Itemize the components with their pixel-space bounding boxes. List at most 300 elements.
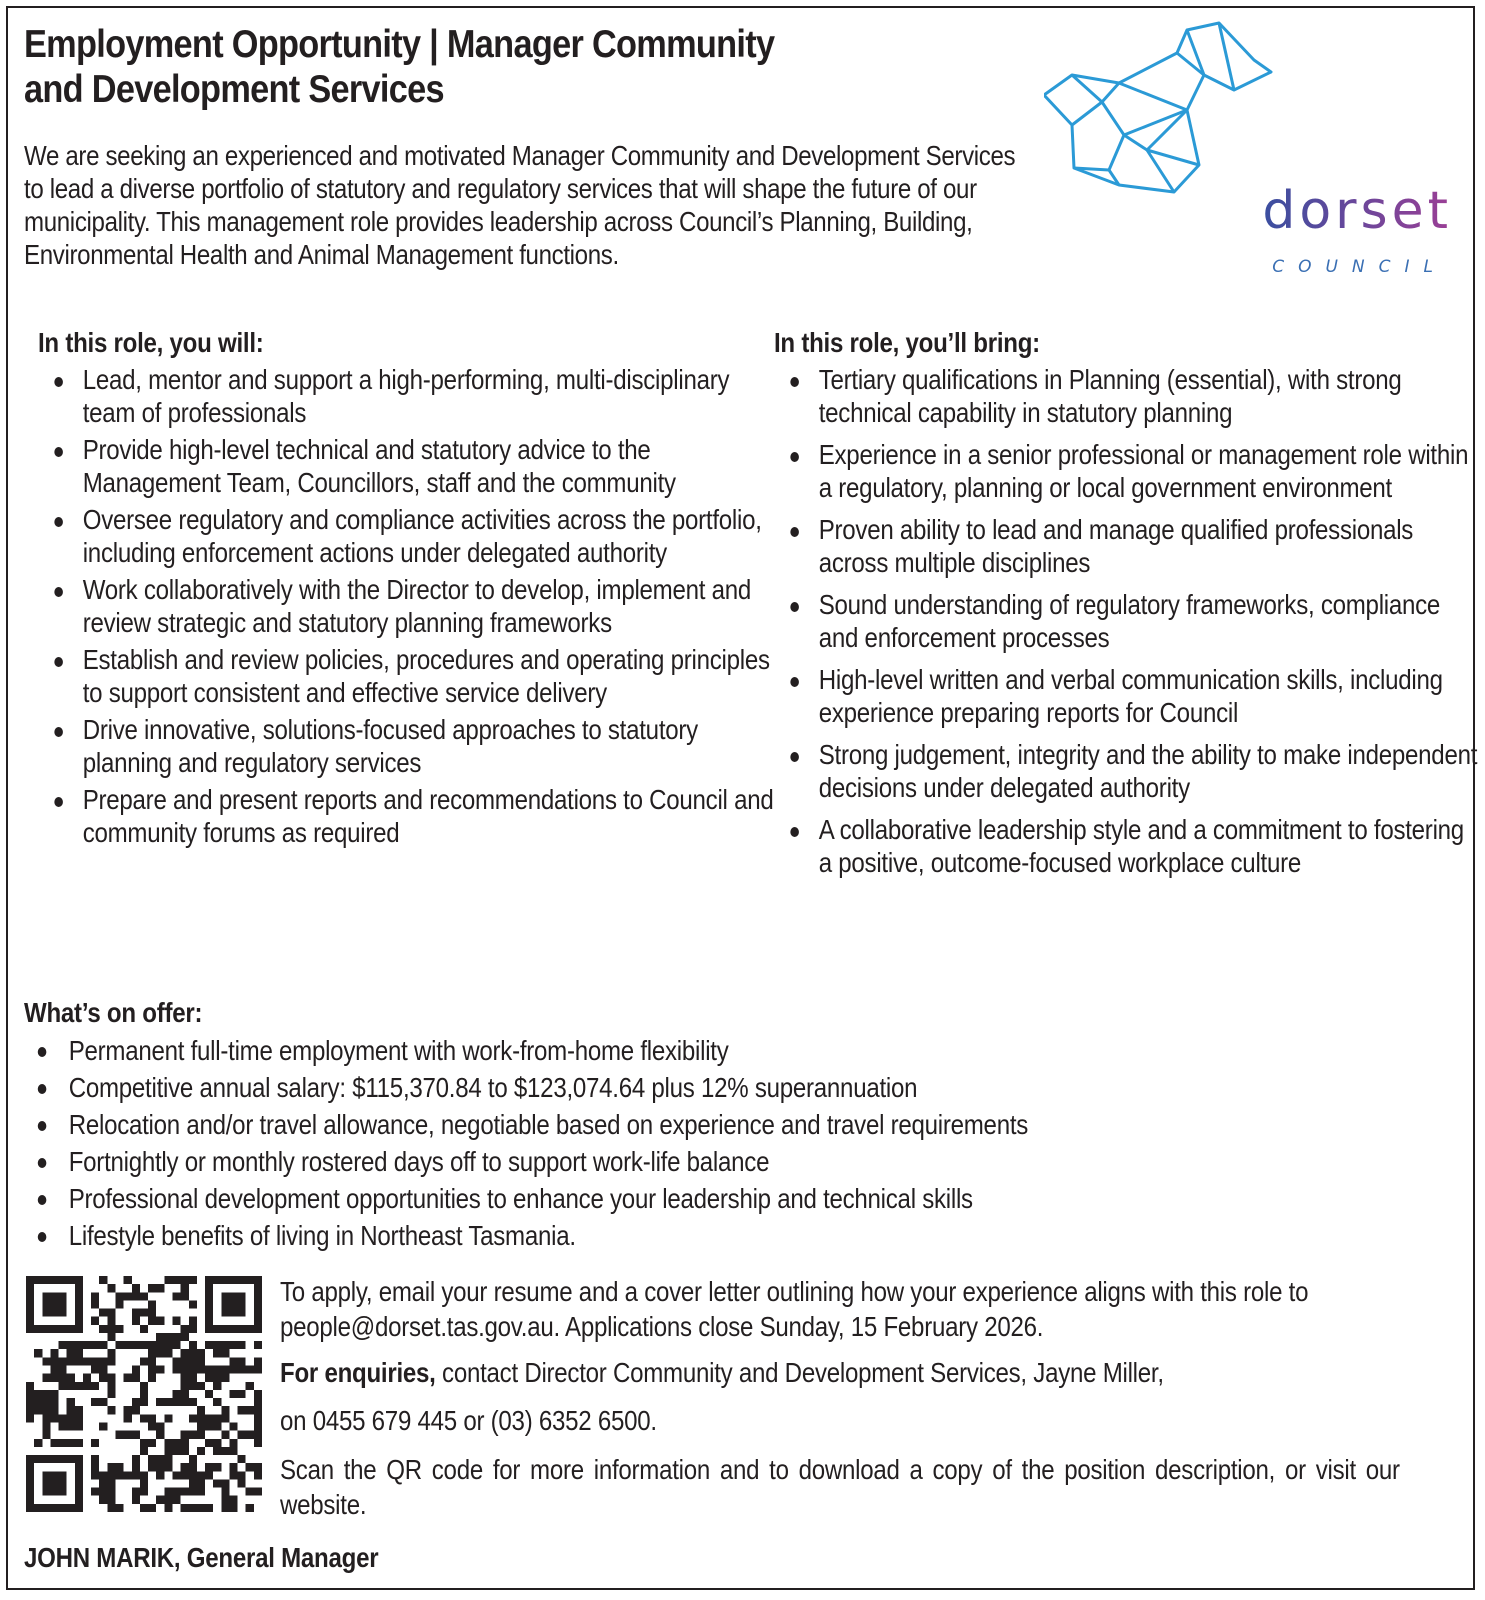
qr-module <box>205 1439 213 1447</box>
qr-module <box>26 1463 34 1471</box>
qr-module <box>221 1366 229 1374</box>
qr-module <box>148 1374 156 1382</box>
qr-module <box>107 1496 115 1504</box>
map-outline-icon <box>1044 23 1271 192</box>
qr-module <box>254 1398 262 1406</box>
qr-module <box>42 1479 50 1487</box>
qr-module <box>229 1496 237 1504</box>
qr-module <box>132 1471 140 1479</box>
page-title: Employment Opportunity | Manager Community and Development Services <box>24 23 775 111</box>
qr-module <box>59 1292 67 1300</box>
qr-module <box>238 1292 246 1300</box>
qr-module <box>67 1374 75 1382</box>
qr-module <box>238 1390 246 1398</box>
qr-module <box>116 1300 124 1308</box>
qr-module <box>91 1463 99 1471</box>
qr-module <box>26 1479 34 1487</box>
signoff: JOHN MARIK, General Manager <box>24 1542 379 1573</box>
list-item: Drive innovative, solutions-focused approaches to statutory planning and regulatory services <box>38 714 778 779</box>
qr-module <box>156 1284 164 1292</box>
qr-module <box>164 1488 172 1496</box>
qr-module <box>26 1488 34 1496</box>
qr-module <box>91 1357 99 1365</box>
qr-module <box>164 1333 172 1341</box>
qr-module <box>205 1463 213 1471</box>
qr-module <box>181 1284 189 1292</box>
qr-module <box>116 1504 124 1512</box>
qr-module <box>189 1349 197 1357</box>
qr-module <box>75 1414 83 1422</box>
list-item: Oversee regulatory and compliance activities across the portfolio, including enforcement actions under delegated authority <box>38 504 778 569</box>
qr-module <box>172 1390 180 1398</box>
qr-module <box>229 1276 237 1284</box>
qr-module <box>229 1447 237 1455</box>
qr-module <box>221 1292 229 1300</box>
qr-module <box>156 1366 164 1374</box>
apply-instructions: To apply, email your resume and a cover letter outlining how your experience aligns with this role to people@dorset.tas.gov.au. Applications close Sunday, 15 February 2026. <box>280 1276 1309 1342</box>
qr-module <box>254 1309 262 1317</box>
qr-module <box>197 1447 205 1455</box>
qr-module <box>140 1382 148 1390</box>
qr-module <box>107 1471 115 1479</box>
qr-module <box>205 1276 213 1284</box>
qr-module <box>116 1325 124 1333</box>
qr-module <box>238 1479 246 1487</box>
qr-module <box>67 1382 75 1390</box>
qr-module <box>75 1300 83 1308</box>
qr-module <box>50 1406 58 1414</box>
qr-module <box>172 1447 180 1455</box>
qr-module <box>221 1447 229 1455</box>
qr-module <box>99 1374 107 1382</box>
qr-module <box>148 1463 156 1471</box>
qr-module <box>189 1366 197 1374</box>
qr-module <box>75 1357 83 1365</box>
qr-module <box>164 1455 172 1463</box>
qr-module <box>205 1309 213 1317</box>
qr-module <box>34 1504 42 1512</box>
list-item: Proven ability to lead and manage qualified professionals across multiple disciplines <box>774 514 1479 579</box>
qr-module <box>75 1317 83 1325</box>
qr-module <box>229 1341 237 1349</box>
qr-module <box>148 1284 156 1292</box>
qr-module <box>148 1357 156 1365</box>
qr-module <box>197 1406 205 1414</box>
qr-module <box>26 1325 34 1333</box>
qr-module <box>59 1325 67 1333</box>
qr-module <box>205 1366 213 1374</box>
qr-module <box>181 1504 189 1512</box>
qr-module <box>59 1382 67 1390</box>
qr-module <box>50 1292 58 1300</box>
qr-module <box>59 1439 67 1447</box>
qr-module <box>189 1300 197 1308</box>
qr-module <box>221 1488 229 1496</box>
qr-module <box>254 1390 262 1398</box>
qr-module <box>213 1422 221 1430</box>
qr-module <box>99 1471 107 1479</box>
qr-module <box>189 1357 197 1365</box>
qr-module <box>229 1325 237 1333</box>
qr-module <box>172 1292 180 1300</box>
qr-module <box>181 1439 189 1447</box>
qr-module <box>189 1325 197 1333</box>
qr-module <box>42 1488 50 1496</box>
qr-module <box>238 1357 246 1365</box>
qr-module <box>229 1471 237 1479</box>
qr-module <box>26 1414 34 1422</box>
enquiries-line <box>280 1356 1458 1390</box>
qr-module <box>148 1349 156 1357</box>
qr-module <box>189 1276 197 1284</box>
qr-module <box>181 1390 189 1398</box>
qr-module <box>172 1488 180 1496</box>
qr-module <box>34 1276 42 1284</box>
qr-module <box>59 1504 67 1512</box>
qr-module <box>181 1463 189 1471</box>
qr-module <box>229 1366 237 1374</box>
qr-module <box>132 1374 140 1382</box>
qr-module <box>148 1309 156 1317</box>
qr-module <box>75 1276 83 1284</box>
qr-module <box>254 1439 262 1447</box>
qr-module <box>116 1463 124 1471</box>
qr-module <box>213 1382 221 1390</box>
job-advertisement <box>6 6 1478 1590</box>
qr-module <box>181 1276 189 1284</box>
qr-module <box>254 1341 262 1349</box>
qr-module <box>156 1333 164 1341</box>
qr-module <box>26 1276 34 1284</box>
qr-module <box>34 1390 42 1398</box>
qr-module <box>246 1366 254 1374</box>
qr-module <box>132 1317 140 1325</box>
qr-module <box>181 1333 189 1341</box>
qr-module <box>140 1488 148 1496</box>
qr-module <box>34 1325 42 1333</box>
qr-module <box>124 1471 132 1479</box>
qr-module <box>107 1317 115 1325</box>
qr-module <box>140 1447 148 1455</box>
qr-module <box>156 1471 164 1479</box>
qr-module <box>254 1325 262 1333</box>
list-item: High-level written and verbal communication skills, including experience preparing reports for Council <box>774 664 1479 729</box>
qr-module <box>99 1276 107 1284</box>
qr-module <box>164 1349 172 1357</box>
qr-module <box>59 1471 67 1479</box>
qr-module <box>140 1325 148 1333</box>
qr-module <box>181 1398 189 1406</box>
qr-module <box>75 1496 83 1504</box>
qr-module <box>246 1504 254 1512</box>
qr-module <box>67 1325 75 1333</box>
qr-module <box>75 1455 83 1463</box>
qr-module <box>67 1414 75 1422</box>
qr-module <box>67 1398 75 1406</box>
qr-module <box>140 1341 148 1349</box>
qr-module <box>229 1357 237 1365</box>
qr-module <box>156 1422 164 1430</box>
qr-module <box>83 1357 91 1365</box>
qr-module <box>26 1398 34 1406</box>
list-item: Lead, mentor and support a high-performing, multi-disciplinary team of professionals <box>38 364 778 429</box>
qr-module <box>205 1422 213 1430</box>
qr-module <box>172 1357 180 1365</box>
qr-module <box>26 1309 34 1317</box>
qr-module <box>124 1406 132 1414</box>
qr-module <box>99 1496 107 1504</box>
qr-module <box>246 1488 254 1496</box>
qr-module <box>67 1341 75 1349</box>
qr-module <box>164 1276 172 1284</box>
qr-module <box>181 1292 189 1300</box>
qr-module <box>42 1309 50 1317</box>
qr-module <box>181 1488 189 1496</box>
list-item: Work collaboratively with the Director to develop, implement and review strategic and statutory planning frameworks <box>38 574 778 639</box>
qr-module <box>189 1463 197 1471</box>
qr-module <box>229 1504 237 1512</box>
qr-module <box>99 1479 107 1487</box>
qr-module <box>75 1488 83 1496</box>
list-item: Sound understanding of regulatory frameworks, compliance and enforcement processes <box>774 589 1479 654</box>
qr-module <box>213 1447 221 1455</box>
qr-module <box>50 1504 58 1512</box>
list-item: Provide high-level technical and statutory advice to the Management Team, Councillors, staff and the community <box>38 434 778 499</box>
qr-module <box>140 1390 148 1398</box>
qr-module <box>197 1479 205 1487</box>
qr-module <box>254 1463 262 1471</box>
qr-module <box>164 1439 172 1447</box>
qr-module <box>254 1422 262 1430</box>
qr-module <box>26 1496 34 1504</box>
qr-module <box>181 1357 189 1365</box>
qr-module <box>172 1398 180 1406</box>
qr-module <box>42 1471 50 1479</box>
qr-module <box>59 1488 67 1496</box>
qr-module <box>50 1357 58 1365</box>
qr-module <box>50 1349 58 1357</box>
qr-module <box>164 1504 172 1512</box>
qr-module <box>238 1471 246 1479</box>
qr-module <box>50 1471 58 1479</box>
qr-module <box>132 1398 140 1406</box>
qr-module <box>50 1488 58 1496</box>
qr-module <box>42 1325 50 1333</box>
qr-module <box>67 1439 75 1447</box>
qr-module <box>59 1357 67 1365</box>
qr-module <box>67 1406 75 1414</box>
qr-module <box>107 1390 115 1398</box>
qr-module <box>205 1471 213 1479</box>
qr-module <box>107 1284 115 1292</box>
qr-module <box>238 1366 246 1374</box>
qr-module <box>221 1414 229 1422</box>
qr-module <box>91 1300 99 1308</box>
qr-module <box>172 1333 180 1341</box>
qr-module <box>189 1488 197 1496</box>
qr-module <box>107 1406 115 1414</box>
qr-module <box>83 1382 91 1390</box>
qr-module <box>172 1276 180 1284</box>
qr-module <box>140 1479 148 1487</box>
qr-module <box>99 1488 107 1496</box>
qr-module <box>75 1439 83 1447</box>
qr-module <box>254 1431 262 1439</box>
qr-module <box>34 1406 42 1414</box>
qr-module <box>140 1309 148 1317</box>
qr-module <box>99 1398 107 1406</box>
qr-module <box>197 1349 205 1357</box>
qr-module <box>221 1374 229 1382</box>
role-requirements-section <box>774 326 1479 889</box>
qr-module <box>181 1349 189 1357</box>
qr-module <box>181 1374 189 1382</box>
qr-module <box>148 1504 156 1512</box>
qr-module <box>189 1382 197 1390</box>
qr-module <box>246 1463 254 1471</box>
intro-paragraph: We are seeking an experienced and motivated Manager Community and Development Services to lead a diverse portfolio of statutory and regulatory services that will shape the future of our municipality. This management role provides leadership across Council’s Planning, Building, Environmental Health and Animal Management functions. <box>24 140 1016 270</box>
qr-module <box>238 1276 246 1284</box>
qr-module <box>107 1463 115 1471</box>
qr-module <box>172 1471 180 1479</box>
qr-module <box>140 1471 148 1479</box>
qr-module <box>107 1374 115 1382</box>
qr-module <box>116 1471 124 1479</box>
qr-module <box>42 1357 50 1365</box>
qr-module <box>59 1366 67 1374</box>
qr-module <box>229 1390 237 1398</box>
qr-module <box>34 1439 42 1447</box>
qr-module <box>75 1284 83 1292</box>
qr-module <box>140 1504 148 1512</box>
qr-module <box>181 1431 189 1439</box>
qr-module <box>197 1471 205 1479</box>
qr-module <box>42 1455 50 1463</box>
qr-module <box>197 1431 205 1439</box>
qr-module <box>205 1284 213 1292</box>
qr-module <box>164 1496 172 1504</box>
qr-module <box>254 1357 262 1365</box>
qr-module <box>229 1439 237 1447</box>
qr-module <box>26 1382 34 1390</box>
qr-module <box>59 1309 67 1317</box>
qr-module <box>50 1276 58 1284</box>
qr-module <box>164 1414 172 1422</box>
qr-module <box>67 1349 75 1357</box>
qr-module <box>91 1366 99 1374</box>
qr-module <box>156 1349 164 1357</box>
qr-module <box>189 1398 197 1406</box>
qr-module <box>205 1317 213 1325</box>
qr-module <box>140 1292 148 1300</box>
qr-module <box>221 1349 229 1357</box>
list-item: Lifestyle benefits of living in Northeast Tasmania. <box>24 1219 1366 1252</box>
role-duties-section <box>38 326 778 854</box>
qr-module <box>67 1276 75 1284</box>
offer-list <box>24 1034 1366 1252</box>
qr-module <box>213 1414 221 1422</box>
qr-module <box>148 1366 156 1374</box>
qr-module <box>238 1341 246 1349</box>
qr-module <box>99 1422 107 1430</box>
qr-module <box>189 1455 197 1463</box>
qr-module <box>205 1325 213 1333</box>
qr-module <box>205 1292 213 1300</box>
qr-module <box>50 1398 58 1406</box>
qr-module <box>124 1431 132 1439</box>
role-requirements-heading: In this role, you’ll bring: <box>774 327 1040 358</box>
qr-module <box>42 1422 50 1430</box>
qr-module <box>91 1292 99 1300</box>
qr-module <box>197 1366 205 1374</box>
list-item: Prepare and present reports and recommendations to Council and community forums as required <box>38 784 778 849</box>
qr-module <box>238 1406 246 1414</box>
qr-module <box>205 1300 213 1308</box>
qr-module <box>156 1317 164 1325</box>
qr-module <box>254 1471 262 1479</box>
qr-module <box>67 1455 75 1463</box>
qr-module <box>42 1276 50 1284</box>
qr-module <box>91 1439 99 1447</box>
qr-module <box>140 1439 148 1447</box>
qr-module <box>172 1439 180 1447</box>
qr-module <box>75 1422 83 1430</box>
enquiries-text: contact Director Community and Development Services, Jayne Miller, <box>435 1357 1164 1388</box>
qr-module <box>132 1496 140 1504</box>
qr-module <box>59 1300 67 1308</box>
qr-module <box>83 1374 91 1382</box>
qr-module <box>99 1357 107 1365</box>
qr-module <box>75 1292 83 1300</box>
qr-module <box>124 1341 132 1349</box>
qr-module <box>26 1317 34 1325</box>
qr-module <box>213 1374 221 1382</box>
qr-module <box>156 1455 164 1463</box>
qr-module <box>181 1366 189 1374</box>
qr-module <box>156 1496 164 1504</box>
qr-module <box>229 1422 237 1430</box>
list-item: Establish and review policies, procedures and operating principles to support consistent and effective service delivery <box>38 644 778 709</box>
qr-module <box>91 1398 99 1406</box>
qr-module <box>246 1431 254 1439</box>
qr-module <box>140 1357 148 1365</box>
qr-module <box>156 1398 164 1406</box>
qr-module <box>246 1406 254 1414</box>
qr-module <box>205 1414 213 1422</box>
qr-module <box>221 1406 229 1414</box>
qr-module <box>254 1300 262 1308</box>
qr-module <box>26 1471 34 1479</box>
qr-module <box>91 1341 99 1349</box>
qr-module <box>124 1414 132 1422</box>
qr-module <box>59 1276 67 1284</box>
qr-module <box>107 1504 115 1512</box>
qr-module <box>189 1341 197 1349</box>
qr-module <box>238 1431 246 1439</box>
qr-module <box>205 1504 213 1512</box>
qr-module <box>205 1374 213 1382</box>
list-item: Relocation and/or travel allowance, negotiable based on experience and travel requirements <box>24 1108 1366 1141</box>
qr-module <box>238 1325 246 1333</box>
qr-module <box>229 1463 237 1471</box>
qr-module <box>75 1504 83 1512</box>
qr-module <box>132 1366 140 1374</box>
qr-module <box>213 1463 221 1471</box>
qr-module <box>34 1455 42 1463</box>
qr-module <box>107 1349 115 1357</box>
list-item: Permanent full-time employment with work-from-home flexibility <box>24 1034 1366 1067</box>
qr-code[interactable] <box>26 1273 262 1515</box>
